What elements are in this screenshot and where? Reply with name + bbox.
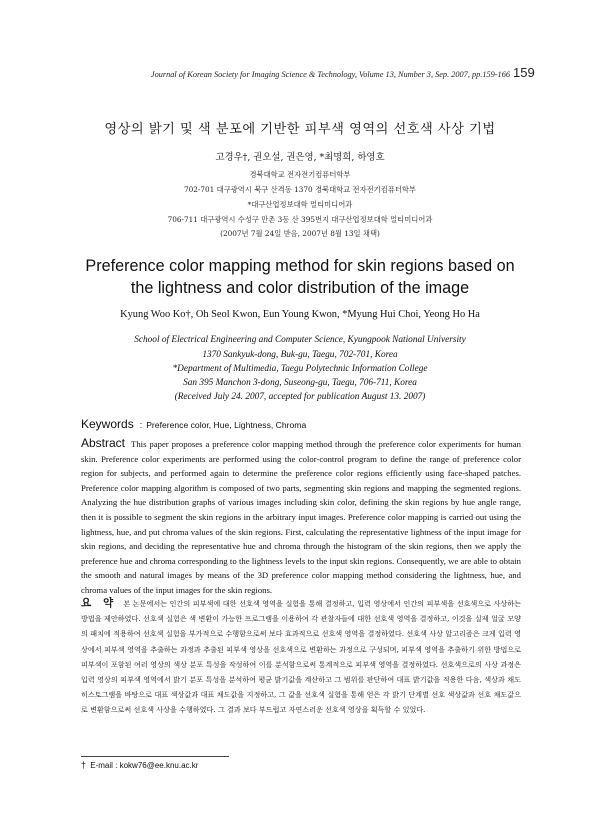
footnote-email: E-mail : kokw76@ee.knu.ac.kr <box>90 761 199 770</box>
keywords-separator: : <box>139 420 143 430</box>
english-authors: Kyung Woo Ko†, Oh Seol Kwon, Eun Young Kwon, *Myung Hui Choi, Yeong Ho Ha <box>120 309 480 320</box>
english-title-line: the lightness and color distribution of the image <box>130 279 470 297</box>
received-date-korean: (2007년 7월 24일 받음, 2007년 8월 13일 채택) <box>220 229 380 238</box>
korean-abstract-label: 요 약 <box>81 597 118 609</box>
english-affiliation-line: 1370 Sankyuk-dong, Buk-gu, Taegu, 702-701, Korea <box>202 350 398 360</box>
footnote <box>81 760 198 770</box>
english-affiliation-line: San 395 Manchon 3-dong, Suseong-gu, Taegu, 706-711, Korea <box>183 378 417 388</box>
korean-affiliation-line: 702-701 대구광역시 북구 산격동 1370 경북대학교 전자전기컴퓨터학부 <box>184 185 416 194</box>
korean-abstract-text: 본 논문에서는 인간의 피부색에 대한 선호색 영역을 실험을 통해 결정하고, 입력 영상에서 인간의 피부색을 선호색으로 사상하는 방법을 제안하였다. 선호색 실험은 색 변환이 가능한 프로그램을 이용하여 각 관찰자들에 대한 선호색 영역을 결정하고, 이것을 실제 얼굴 모양의 패치에 적용하여 선호색 실험을 부가적으로 수행함으로써 보다 효과적으로 선호색 영역을 결정하였다. 선호색 사상 알고리즘은 크게 입력 영상에서 피부색 영역을 추출하는 과정과 추출된 피부색 영상을 선호색으로 변환하는 과정으로 구성되며, 피부색 영역을 추출하기 위한 방법으로 피부색이 포함된 여러 영상의 색상 분포 특성을 작성하여 이를 분석함으로써 통계적으로 피부색 영역을 결정하였다. 선호색으로의 사상 과정은 입력 영상의 피부색 영역에서 밝기 분포 특성을 분석하여 평균 밝기값을 계산하고 그 범위를 판단하여 대표 밝기값을 적용한 다음, 색상과 채도 히스토그램을 바탕으로 대표 색상값과 대표 채도값을 지정하고, 그 값을 선호색 실험을 통해 얻은 각 밝기 단계별 선호 색상값과 선호 채도값으로 변환함으로써 선호색 사상을 수행하였다. 그 결과 보다 부드럽고 자연스러운 선호색 영상을 획득할 수 있었다. <box>81 599 521 715</box>
korean-abstract <box>81 596 521 718</box>
english-abstract <box>81 436 521 598</box>
abstract-label: Abstract <box>81 436 126 450</box>
keywords-text: Preference color, Hue, Lightness, Chroma <box>146 420 307 430</box>
running-header: Journal of Korean Society for Imaging Science & Technology, Volume 13, Number 3, Sep. 2007, pp.159-166 <box>150 70 510 79</box>
english-affiliation-line: *Department of Multimedia, Taegu Polytechnic Information College <box>172 364 428 374</box>
footnote-divider <box>81 756 229 757</box>
korean-affiliation-line: *대구산업정보대학 멀티미디어과 <box>247 200 353 209</box>
received-date-english: (Received July 24. 2007, accepted for publication August 13. 2007) <box>174 392 426 402</box>
page-number: 159 <box>513 65 535 80</box>
korean-authors: 고경우†, 권오설, 권은영, *최명희, 하영호 <box>215 152 385 163</box>
abstract-text: This paper proposes a preference color mapping method through the preference color experiments for human skin. Preference color experiments are performed using the color-control program to define the range of preference color region for subjects, and performed again to determine the preference color regions efficiently using face-shaped patches. Preference color mapping algorithm is composed of two parts, segmenting skin regions and mapping the segmented regions. Analyzing the hue distribution graphs of various images including skin color, defining the skin regions by hue angle range, then it is possible to segment the skin regions in the arbitrary input images. Preference color mapping is carried out using the lightness, hue, and put chroma values of the skin regions. First, calculating the representative lightness of the input image for skin regions, and deciding the representative hue and chroma through the histogram of the skin regions, then we apply the preference hue and chroma corresponding to the lightness levels to the input skin regions. Consequently, we are able to obtain the smooth and natural images by means of the 3D preference color mapping method considering the lightness, hue, and chroma values of the input images for the skin regions. <box>81 439 521 595</box>
english-title-line: Preference color mapping method for skin regions based on <box>85 257 515 275</box>
korean-affiliation-line: 706-711 대구광역시 수성구 만촌 3동 산 395번지 대구산업정보대학 멀티미디어과 <box>167 215 433 224</box>
keywords-label: Keywords <box>81 417 134 431</box>
footnote-marker: † <box>81 760 87 770</box>
english-affiliation-line: School of Electrical Engineering and Computer Science, Kyungpook National University <box>134 335 466 345</box>
korean-title: 영상의 밝기 및 색 분포에 기반한 피부색 영역의 선호색 사상 기법 <box>104 122 496 137</box>
korean-affiliation-line: 경북대학교 전자전기컴퓨터학부 <box>249 170 351 179</box>
keywords-line <box>81 415 306 433</box>
